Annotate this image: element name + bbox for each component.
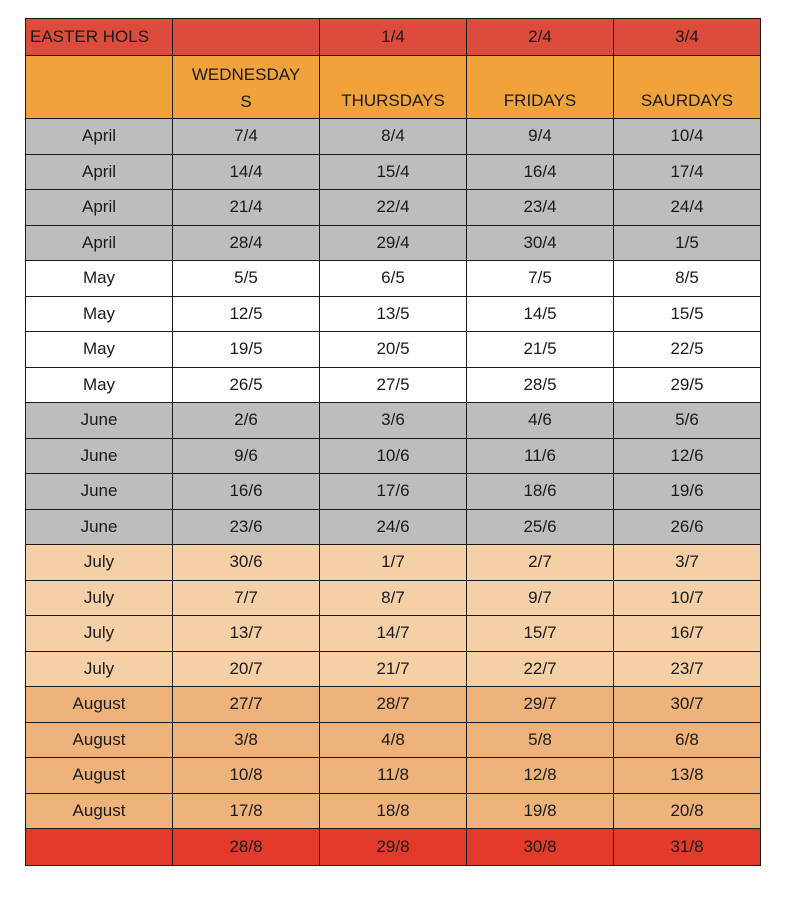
column-header-row (26, 56, 761, 119)
month-cell: June (26, 474, 173, 510)
date-cell: 21/4 (173, 190, 320, 226)
table-row (26, 545, 761, 581)
month-cell: August (26, 687, 173, 723)
date-cell: 29/7 (467, 687, 614, 723)
date-cell: 4/6 (467, 403, 614, 439)
month-cell: April (26, 154, 173, 190)
date-cell: 6/5 (320, 261, 467, 297)
date-cell: 7/5 (467, 261, 614, 297)
date-cell: 20/8 (614, 793, 761, 829)
date-cell: 8/4 (320, 119, 467, 155)
date-cell: 29/8 (320, 829, 467, 866)
table-row (26, 367, 761, 403)
date-cell: 28/5 (467, 367, 614, 403)
title-row (26, 19, 761, 56)
date-cell: 10/6 (320, 438, 467, 474)
date-cell: 20/7 (173, 651, 320, 687)
date-cell: 22/7 (467, 651, 614, 687)
date-cell: 24/6 (320, 509, 467, 545)
month-cell: July (26, 616, 173, 652)
month-cell: May (26, 332, 173, 368)
date-cell: 26/5 (173, 367, 320, 403)
date-cell: 17/8 (173, 793, 320, 829)
date-cell: 2/7 (467, 545, 614, 581)
date-cell: 2/6 (173, 403, 320, 439)
date-cell: 1/5 (614, 225, 761, 261)
date-cell: 7/7 (173, 580, 320, 616)
date-cell: 14/4 (173, 154, 320, 190)
date-cell: 9/6 (173, 438, 320, 474)
date-cell: 10/8 (173, 758, 320, 794)
date-cell: 5/5 (173, 261, 320, 297)
date-cell: 15/7 (467, 616, 614, 652)
column-header-wednesdays (173, 56, 320, 119)
month-cell: June (26, 438, 173, 474)
date-cell: 31/8 (614, 829, 761, 866)
table-row (26, 119, 761, 155)
header-date-cell: 2/4 (467, 19, 614, 56)
header-blank-cell (26, 56, 173, 119)
date-cell: 6/8 (614, 722, 761, 758)
date-cell: 7/4 (173, 119, 320, 155)
month-cell: June (26, 403, 173, 439)
date-cell: 15/5 (614, 296, 761, 332)
date-cell: 23/4 (467, 190, 614, 226)
date-cell: 10/4 (614, 119, 761, 155)
month-cell: July (26, 580, 173, 616)
table-row (26, 154, 761, 190)
date-cell: 30/8 (467, 829, 614, 866)
table-row (26, 403, 761, 439)
date-cell: 13/5 (320, 296, 467, 332)
date-cell: 22/4 (320, 190, 467, 226)
date-cell: 19/5 (173, 332, 320, 368)
date-cell: 23/7 (614, 651, 761, 687)
date-cell: 16/6 (173, 474, 320, 510)
date-cell: 10/7 (614, 580, 761, 616)
date-cell: 3/7 (614, 545, 761, 581)
date-cell: 8/5 (614, 261, 761, 297)
date-cell: 1/7 (320, 545, 467, 581)
date-cell: 15/4 (320, 154, 467, 190)
date-cell: 21/7 (320, 651, 467, 687)
table-row (26, 474, 761, 510)
date-cell: 30/6 (173, 545, 320, 581)
date-cell: 24/4 (614, 190, 761, 226)
date-cell: 13/8 (614, 758, 761, 794)
table-row (26, 296, 761, 332)
table-row (26, 438, 761, 474)
date-cell: 18/6 (467, 474, 614, 510)
table-row (26, 651, 761, 687)
table-row (26, 793, 761, 829)
table-row (26, 722, 761, 758)
header-date-cell: 3/4 (614, 19, 761, 56)
month-cell: April (26, 119, 173, 155)
date-cell: 17/4 (614, 154, 761, 190)
date-cell: 28/8 (173, 829, 320, 866)
month-cell (26, 829, 173, 866)
month-cell: June (26, 509, 173, 545)
column-header-fridays: FRIDAYS (467, 56, 614, 119)
table-title: EASTER HOLS (26, 19, 173, 56)
date-cell: 19/8 (467, 793, 614, 829)
date-cell: 16/7 (614, 616, 761, 652)
date-cell: 8/7 (320, 580, 467, 616)
month-cell: August (26, 793, 173, 829)
date-cell: 11/8 (320, 758, 467, 794)
date-cell: 17/6 (320, 474, 467, 510)
date-cell: 11/6 (467, 438, 614, 474)
date-cell: 9/4 (467, 119, 614, 155)
table-row (26, 190, 761, 226)
table-row (26, 758, 761, 794)
column-header-thursdays: THURSDAYS (320, 56, 467, 119)
date-cell: 28/4 (173, 225, 320, 261)
date-cell: 28/7 (320, 687, 467, 723)
date-cell: 14/5 (467, 296, 614, 332)
date-cell: 14/7 (320, 616, 467, 652)
title-blank-cell (173, 19, 320, 56)
date-cell: 22/5 (614, 332, 761, 368)
date-cell: 19/6 (614, 474, 761, 510)
date-cell: 12/5 (173, 296, 320, 332)
wednesdays-line-2: S (240, 92, 252, 111)
date-cell: 21/5 (467, 332, 614, 368)
month-cell: May (26, 261, 173, 297)
date-cell: 27/7 (173, 687, 320, 723)
date-cell: 5/8 (467, 722, 614, 758)
date-cell: 29/5 (614, 367, 761, 403)
date-cell: 30/7 (614, 687, 761, 723)
table-row (26, 261, 761, 297)
holiday-schedule-table (25, 18, 761, 866)
column-header-saurdays: SAURDAYS (614, 56, 761, 119)
month-cell: May (26, 367, 173, 403)
schedule-container (25, 18, 761, 866)
date-cell: 5/6 (614, 403, 761, 439)
date-cell: 13/7 (173, 616, 320, 652)
table-row (26, 332, 761, 368)
date-cell: 18/8 (320, 793, 467, 829)
month-cell: August (26, 758, 173, 794)
month-cell: July (26, 651, 173, 687)
wednesdays-line-1: WEDNESDAY (191, 65, 301, 84)
table-row (26, 687, 761, 723)
month-cell: July (26, 545, 173, 581)
table-row (26, 225, 761, 261)
table-row (26, 616, 761, 652)
date-cell: 3/8 (173, 722, 320, 758)
date-cell: 12/8 (467, 758, 614, 794)
month-cell: April (26, 190, 173, 226)
date-cell: 26/6 (614, 509, 761, 545)
table-row (26, 829, 761, 866)
month-cell: May (26, 296, 173, 332)
date-cell: 3/6 (320, 403, 467, 439)
date-cell: 29/4 (320, 225, 467, 261)
date-cell: 9/7 (467, 580, 614, 616)
date-cell: 27/5 (320, 367, 467, 403)
table-row (26, 580, 761, 616)
date-cell: 20/5 (320, 332, 467, 368)
date-cell: 12/6 (614, 438, 761, 474)
header-date-cell: 1/4 (320, 19, 467, 56)
date-cell: 4/8 (320, 722, 467, 758)
date-cell: 23/6 (173, 509, 320, 545)
month-cell: August (26, 722, 173, 758)
table-row (26, 509, 761, 545)
month-cell: April (26, 225, 173, 261)
date-cell: 30/4 (467, 225, 614, 261)
date-cell: 25/6 (467, 509, 614, 545)
date-cell: 16/4 (467, 154, 614, 190)
